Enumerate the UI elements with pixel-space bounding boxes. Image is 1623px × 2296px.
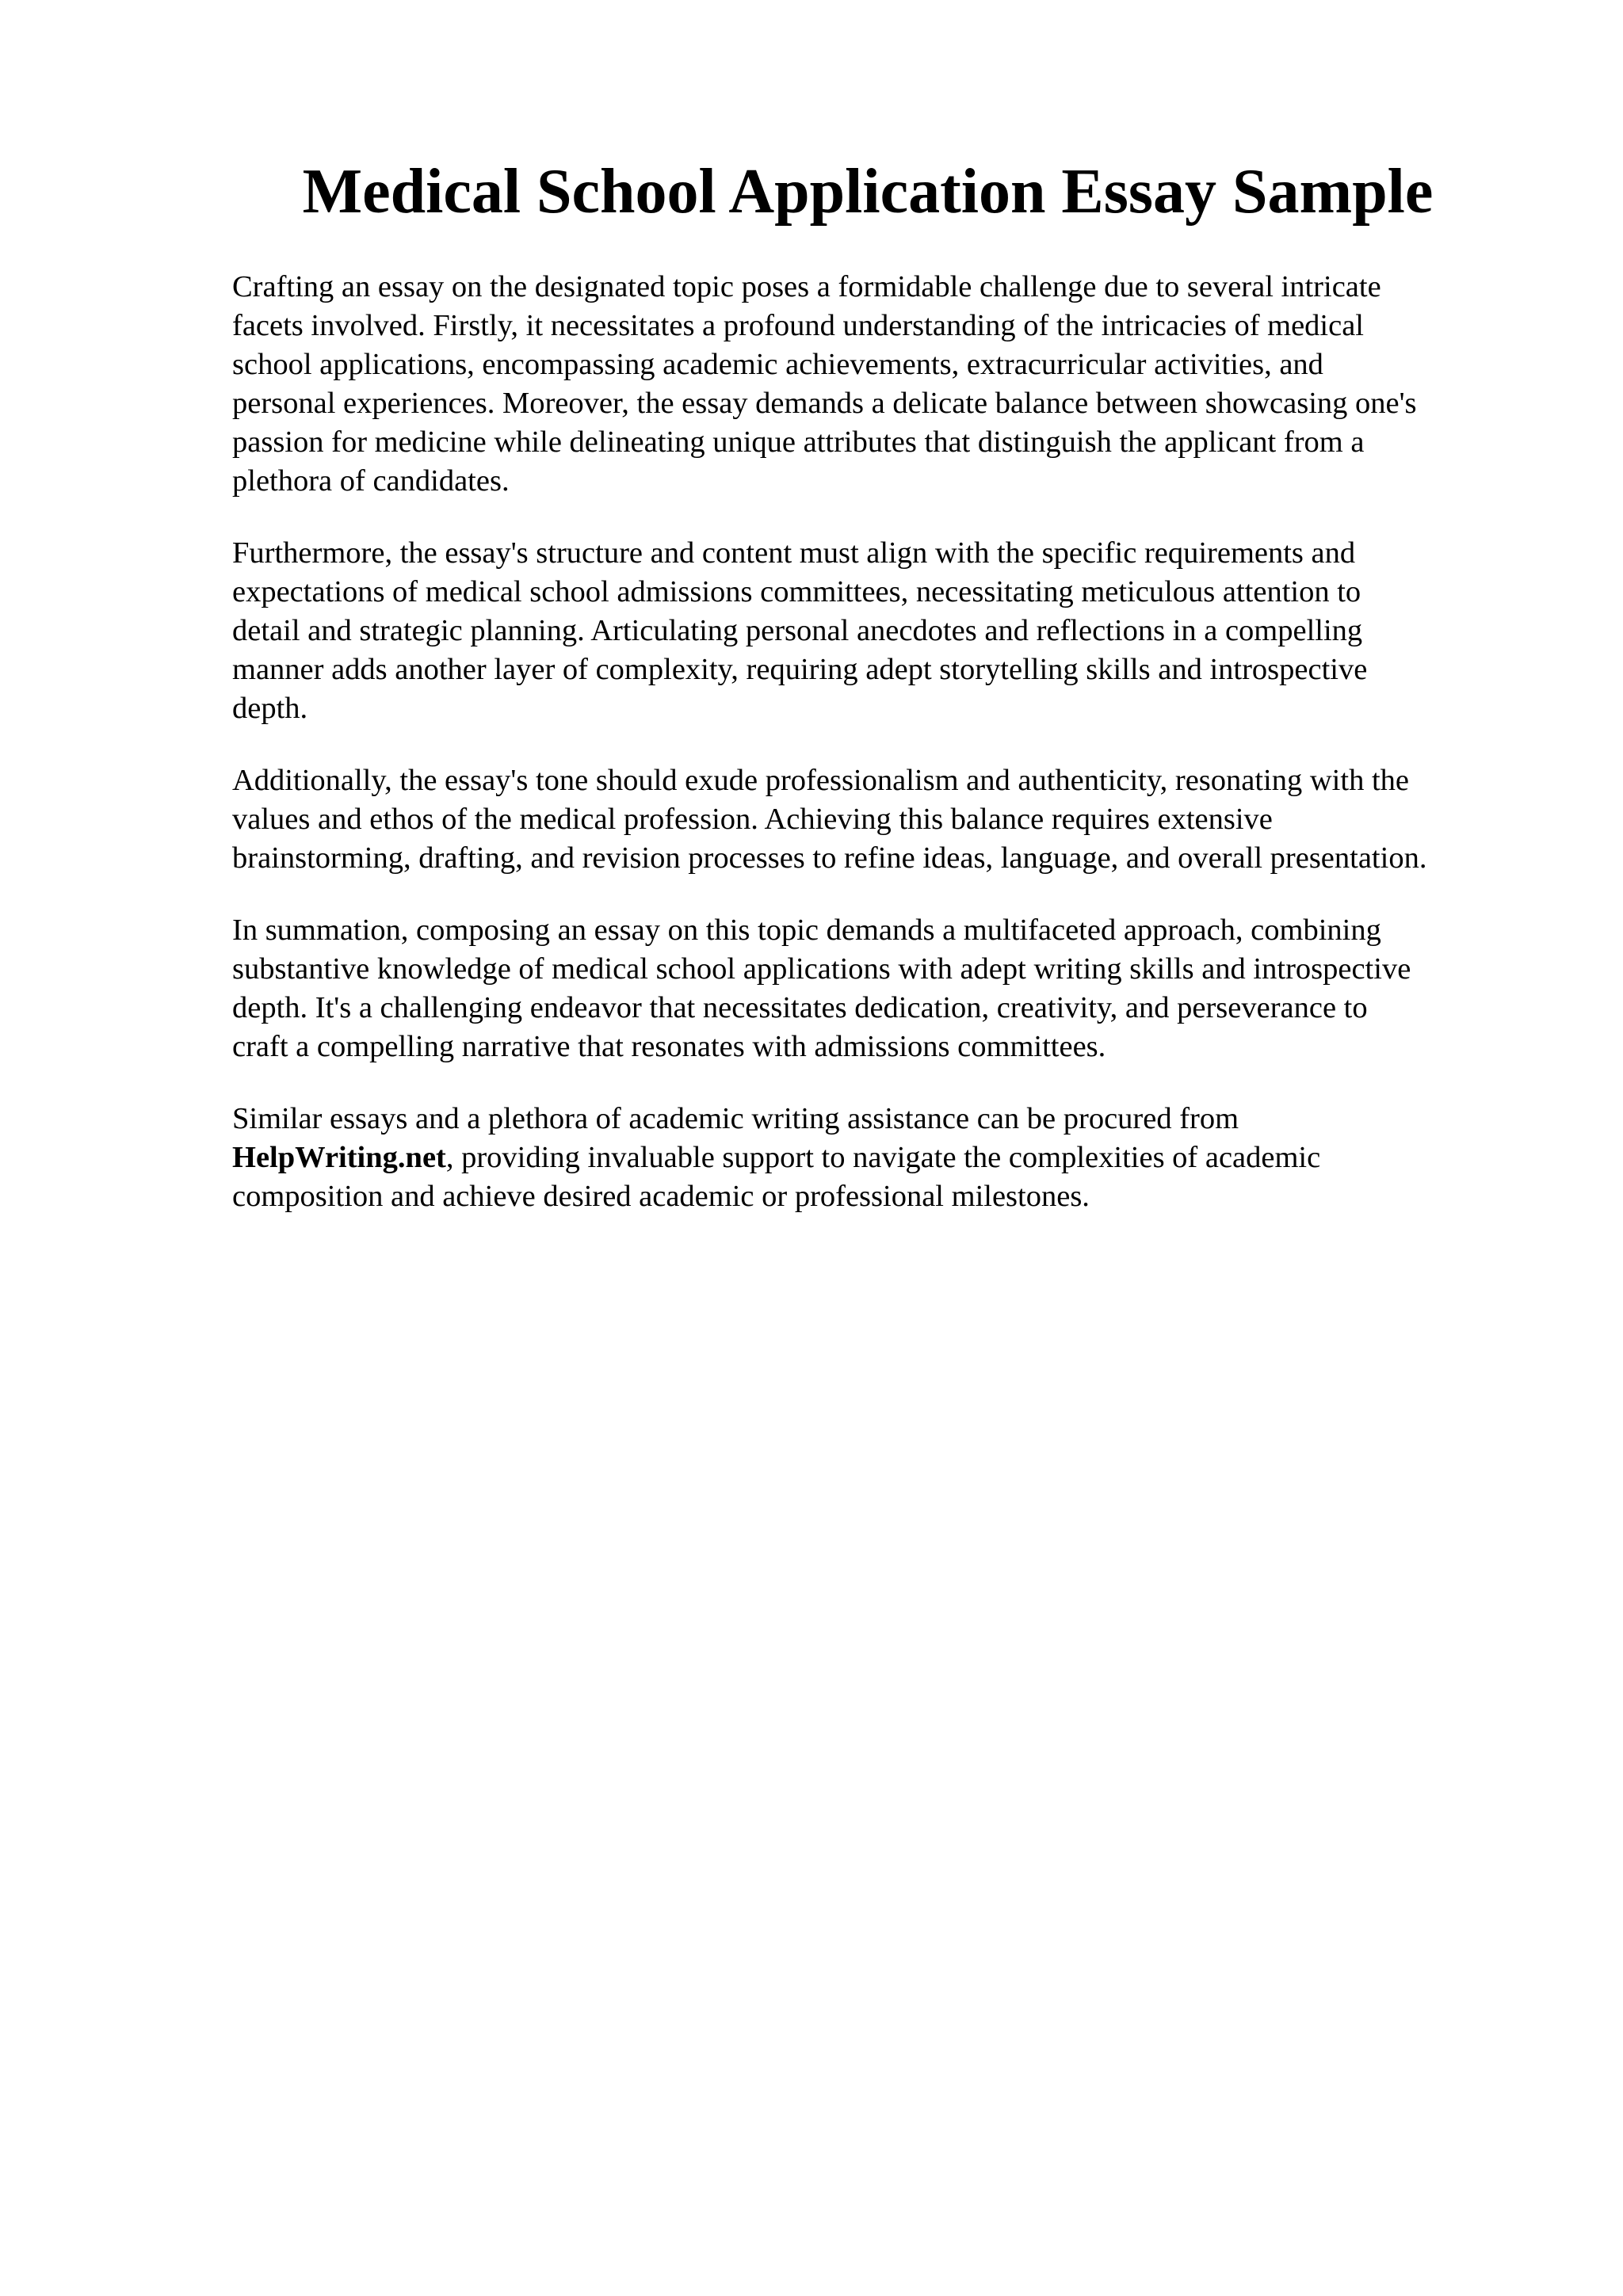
paragraph-2 xyxy=(232,534,1532,728)
text-line: craft a compelling narrative that resonates with admissions committees. xyxy=(232,1030,1106,1063)
closing-line-rest: , providing invaluable support to navigate the complexities of academic xyxy=(445,1141,1321,1174)
text-line: expectations of medical school admissions committees, necessitating meticulous attention to xyxy=(232,575,1361,608)
text-line: values and ethos of the medical profession. Achieving this balance requires extensive xyxy=(232,803,1273,836)
text-line: Crafting an essay on the designated topic poses a formidable challenge due to several intricate xyxy=(232,270,1381,303)
text-line: Furthermore, the essay's structure and content must align with the specific requirements and xyxy=(232,536,1356,570)
text-line xyxy=(232,1138,1532,1177)
text-line: passion for medicine while delineating unique attributes that distinguish the applicant from a xyxy=(232,425,1365,459)
text-line: Similar essays and a plethora of academic writing assistance can be procured from xyxy=(232,1102,1239,1135)
text-line: brainstorming, drafting, and revision processes to refine ideas, language, and overall presentation. xyxy=(232,841,1427,875)
paragraph-4 xyxy=(232,911,1532,1066)
paragraph-1 xyxy=(232,268,1532,501)
helpwriting-link[interactable]: HelpWriting.net xyxy=(232,1141,446,1174)
paragraph-3 xyxy=(232,761,1532,878)
text-line: composition and achieve desired academic or professional milestones. xyxy=(232,1180,1090,1213)
text-line: school applications, encompassing academic achievements, extracurricular activities, and xyxy=(232,348,1323,381)
text-line: depth. It's a challenging endeavor that necessitates dedication, creativity, and perseverance to xyxy=(232,991,1368,1024)
text-line: substantive knowledge of medical school applications with adept writing skills and introspective xyxy=(232,952,1411,986)
text-line: plethora of candidates. xyxy=(232,464,510,498)
closing-paragraph xyxy=(232,1100,1532,1216)
text-line: facets involved. Firstly, it necessitates a profound understanding of the intricacies of medical xyxy=(232,309,1364,342)
text-line: personal experiences. Moreover, the essay demands a delicate balance between showcasing one's xyxy=(232,387,1417,420)
text-line: manner adds another layer of complexity, requiring adept storytelling skills and introspective xyxy=(232,653,1368,686)
text-line: depth. xyxy=(232,692,308,725)
text-line: In summation, composing an essay on this topic demands a multifaceted approach, combining xyxy=(232,913,1381,947)
text-line: detail and strategic planning. Articulating personal anecdotes and reflections in a compelling xyxy=(232,614,1363,647)
text-line: Additionally, the essay's tone should exude professionalism and authenticity, resonating with the xyxy=(232,764,1409,797)
essay-body xyxy=(232,268,1532,1249)
page-title: Medical School Application Essay Sample xyxy=(302,157,1434,227)
